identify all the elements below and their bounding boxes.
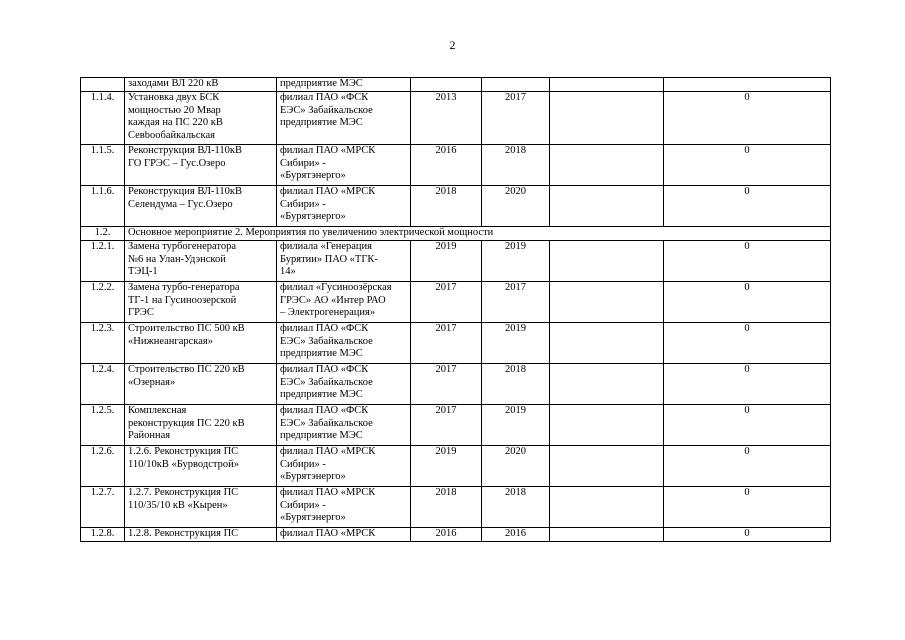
executor: филиал ПАО «МРСК Сибири» - «Бурятэнерго» xyxy=(277,446,411,487)
empty-cell xyxy=(550,78,664,92)
empty-cell xyxy=(550,186,664,227)
section-title: Основное мероприятие 2. Мероприятия по увеличению электрической мощности xyxy=(125,227,831,241)
empty-cell xyxy=(550,145,664,186)
start-year: 2019 xyxy=(411,446,482,487)
executor: филиал «Гусиноозёрская ГРЭС» АО «Интер РАО – Электрогенерация» xyxy=(277,282,411,323)
executor: филиал ПАО «МРСК Сибири» - «Бурятэнерго» xyxy=(277,145,411,186)
empty-cell xyxy=(550,282,664,323)
start-year: 2016 xyxy=(411,145,482,186)
measure-name: Реконструкция ВЛ-110кВ Селендума – Гус.Озеро xyxy=(125,186,277,227)
end-year xyxy=(482,78,550,92)
empty-cell xyxy=(550,528,664,542)
measure-name: Комплексная реконструкция ПС 220 кВ Районная xyxy=(125,405,277,446)
table-row xyxy=(81,241,831,282)
end-year: 2020 xyxy=(482,186,550,227)
empty-cell xyxy=(550,241,664,282)
start-year: 2017 xyxy=(411,282,482,323)
measure-name: Строительство ПС 220 кВ «Озерная» xyxy=(125,364,277,405)
row-number: 1.2.6. xyxy=(81,446,125,487)
table-row xyxy=(81,78,831,92)
table-row xyxy=(81,446,831,487)
end-year: 2018 xyxy=(482,364,550,405)
measure-name: 1.2.8. Реконструкция ПС xyxy=(125,528,277,542)
page-number: 2 xyxy=(449,38,456,52)
start-year: 2017 xyxy=(411,364,482,405)
measure-name: 1.2.6. Реконструкция ПС 110/10кВ «Бурводстрой» xyxy=(125,446,277,487)
end-year: 2017 xyxy=(482,282,550,323)
table-row xyxy=(81,145,831,186)
executor: предприятие МЭС xyxy=(277,78,411,92)
value-cell: 0 xyxy=(664,364,831,405)
value-cell: 0 xyxy=(664,145,831,186)
table-row xyxy=(81,405,831,446)
start-year: 2018 xyxy=(411,487,482,528)
value-cell: 0 xyxy=(664,528,831,542)
empty-cell xyxy=(550,323,664,364)
measure-name: Реконструкция ВЛ-110кВ ГО ГРЭС – Гус.Озеро xyxy=(125,145,277,186)
executor: филиал ПАО «МРСК Сибири» - «Бурятэнерго» xyxy=(277,487,411,528)
start-year xyxy=(411,78,482,92)
executor: филиала «Генерация Бурятии» ПАО «ТГК- 14» xyxy=(277,241,411,282)
empty-cell xyxy=(550,487,664,528)
measure-name: Замена турбогенератора №6 на Улан-Удэнской ТЭЦ-1 xyxy=(125,241,277,282)
measure-name: 1.2.7. Реконструкция ПС 110/35/10 кВ «Кырен» xyxy=(125,487,277,528)
executor: филиал ПАО «ФСК ЕЭС» Забайкальское предприятие МЭС xyxy=(277,323,411,364)
section-row xyxy=(81,227,831,241)
row-number: 1.1.4. xyxy=(81,92,125,145)
row-number: 1.1.5. xyxy=(81,145,125,186)
row-number: 1.2.7. xyxy=(81,487,125,528)
end-year: 2020 xyxy=(482,446,550,487)
row-number: 1.2. xyxy=(81,227,125,241)
value-cell: 0 xyxy=(664,92,831,145)
row-number: 1.2.3. xyxy=(81,323,125,364)
start-year: 2016 xyxy=(411,528,482,542)
row-number xyxy=(81,78,125,92)
value-cell: 0 xyxy=(664,405,831,446)
empty-cell xyxy=(550,92,664,145)
start-year: 2013 xyxy=(411,92,482,145)
row-number: 1.2.4. xyxy=(81,364,125,405)
table-row xyxy=(81,364,831,405)
executor: филиал ПАО «ФСК ЕЭС» Забайкальское предприятие МЭС xyxy=(277,405,411,446)
measures-table xyxy=(80,77,831,542)
row-number: 1.2.1. xyxy=(81,241,125,282)
table-row xyxy=(81,282,831,323)
row-number: 1.2.2. xyxy=(81,282,125,323)
start-year: 2019 xyxy=(411,241,482,282)
executor: филиал ПАО «МРСК xyxy=(277,528,411,542)
empty-cell xyxy=(550,405,664,446)
row-number: 1.2.8. xyxy=(81,528,125,542)
end-year: 2018 xyxy=(482,487,550,528)
value-cell: 0 xyxy=(664,323,831,364)
row-number: 1.2.5. xyxy=(81,405,125,446)
value-cell: 0 xyxy=(664,487,831,528)
measure-name: Замена турбо-генератора ТГ-1 на Гусиноозерской ГРЭС xyxy=(125,282,277,323)
measure-name: Установка двух БСК мощностью 20 Мвар каждая на ПС 220 кВ Севbooбайкальская xyxy=(125,92,277,145)
end-year: 2019 xyxy=(482,405,550,446)
executor: филиал ПАО «ФСК ЕЭС» Забайкальское предприятие МЭС xyxy=(277,364,411,405)
table-row xyxy=(81,487,831,528)
table-row xyxy=(81,92,831,145)
value-cell: 0 xyxy=(664,241,831,282)
empty-cell xyxy=(550,364,664,405)
start-year: 2018 xyxy=(411,186,482,227)
value-cell: 0 xyxy=(664,186,831,227)
measure-name: Строительство ПС 500 кВ «Нижнеангарская» xyxy=(125,323,277,364)
empty-cell xyxy=(550,446,664,487)
end-year: 2019 xyxy=(482,323,550,364)
executor: филиал ПАО «МРСК Сибири» - «Бурятэнерго» xyxy=(277,186,411,227)
end-year: 2016 xyxy=(482,528,550,542)
row-number: 1.1.6. xyxy=(81,186,125,227)
executor: филиал ПАО «ФСК ЕЭС» Забайкальское предприятие МЭС xyxy=(277,92,411,145)
table-row xyxy=(81,323,831,364)
end-year: 2019 xyxy=(482,241,550,282)
start-year: 2017 xyxy=(411,323,482,364)
value-cell: 0 xyxy=(664,282,831,323)
end-year: 2017 xyxy=(482,92,550,145)
value-cell xyxy=(664,78,831,92)
end-year: 2018 xyxy=(482,145,550,186)
value-cell: 0 xyxy=(664,446,831,487)
table-row xyxy=(81,528,831,542)
measure-name: заходами ВЛ 220 кВ xyxy=(125,78,277,92)
start-year: 2017 xyxy=(411,405,482,446)
table-row xyxy=(81,186,831,227)
